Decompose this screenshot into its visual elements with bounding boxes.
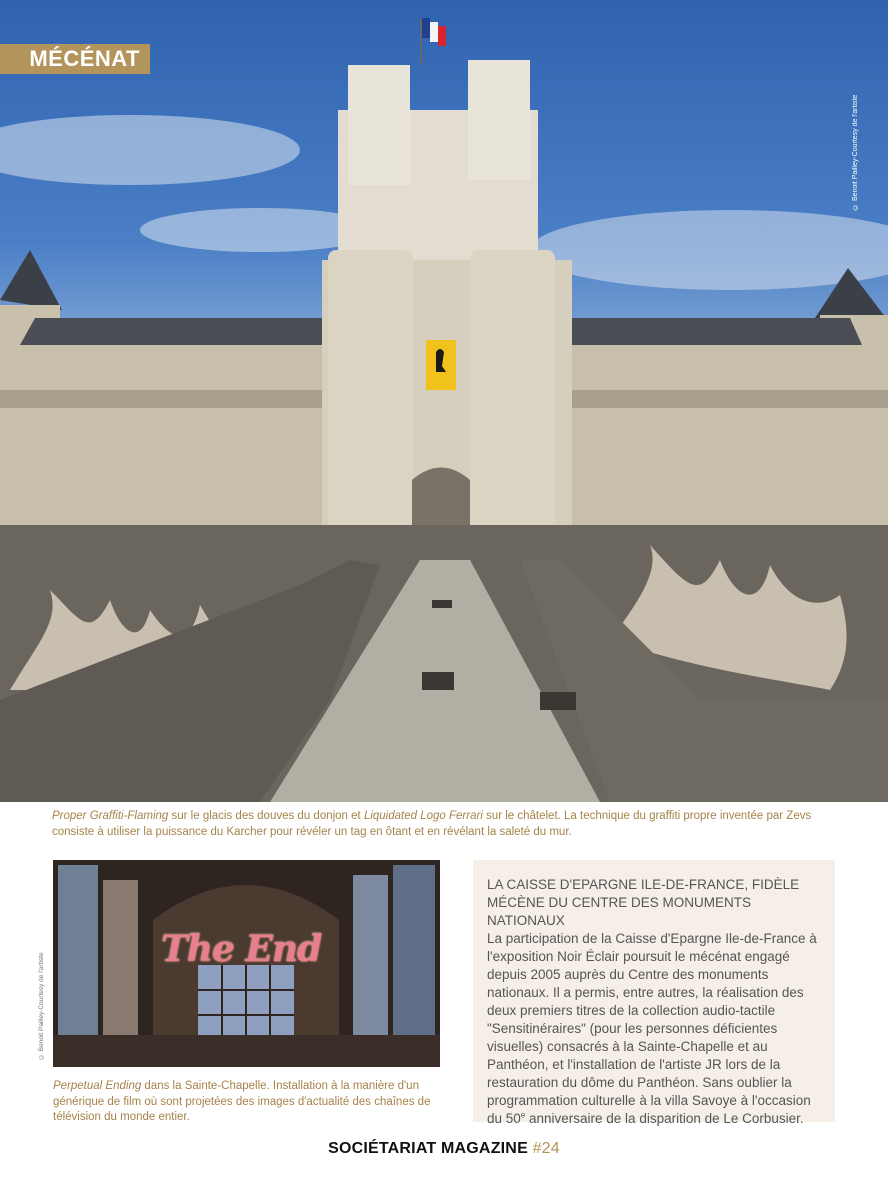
- caption-text: sur le glacis des douves du donjon et: [168, 810, 364, 822]
- box-body-text: La participation de la Caisse d'Epargne Ile-de-France à l'exposition Noir Éclair poursuit le mécénat engagé depuis 2005 auprès du Centre des monuments nationaux. Il a permis, entre autres, la réalisation des deux premiers titres de la collection audio-tactile "Sensitinéraires" (pour les personnes déficientes visuelles) consacrés à la Sainte-Chapelle et au Panthéon, et l'installation de l'artiste JR lors de la restauration du dôme du Panthéon. Sans oublier la programmation culturelle à la villa Savoye à l'occasion du 50: [487, 931, 817, 1126]
- box-body-text-end: anniversaire de la disparition de Le Corbusier.: [525, 1111, 804, 1126]
- photo-credit: © Benoit Pailley-Courtesy de l'artiste: [852, 94, 859, 210]
- section-label: MÉCÉNAT: [0, 44, 150, 74]
- issue-number: #24: [527, 1140, 560, 1157]
- caption-text: sur le châtelet. La technique du graffiti propre inventée par Zevs consiste à utiliser la puissance du Karcher pour révéler un tag en ôtant et en révélant la saleté du mur.: [52, 810, 812, 838]
- magazine-footer: [0, 1140, 888, 1158]
- artwork-title: Perpetual Ending: [53, 1080, 142, 1092]
- chapel-caption: [53, 1079, 443, 1126]
- photo-credit: © Benoit Pailley-Courtesy de l'artiste: [38, 952, 45, 1060]
- ordinal-suffix: e: [520, 1110, 526, 1120]
- hero-caption: [52, 808, 842, 840]
- artwork-title: Proper Graffiti-Flaming: [52, 810, 169, 822]
- chapel-photo: [53, 860, 440, 1067]
- magazine-title: SOCIÉTARIAT MAGAZINE: [328, 1140, 528, 1157]
- caption-text: dans la Sainte-Chapelle. Installation à la manière d'un générique de film où sont projetées des images d'actualité des chaînes de télévision du monde entier.: [53, 1080, 431, 1123]
- box-title: LA CAISSE D'EPARGNE ILE-DE-FRANCE, FIDÈLE MÉCÈNE DU CENTRE DES MONUMENTS NATIONAUX: [487, 877, 800, 928]
- artwork-title: Liquidated Logo Ferrari: [363, 810, 483, 822]
- the-end-overlay: The End: [161, 928, 322, 970]
- sponsor-box: [473, 860, 835, 1126]
- box-body: [487, 930, 825, 1128]
